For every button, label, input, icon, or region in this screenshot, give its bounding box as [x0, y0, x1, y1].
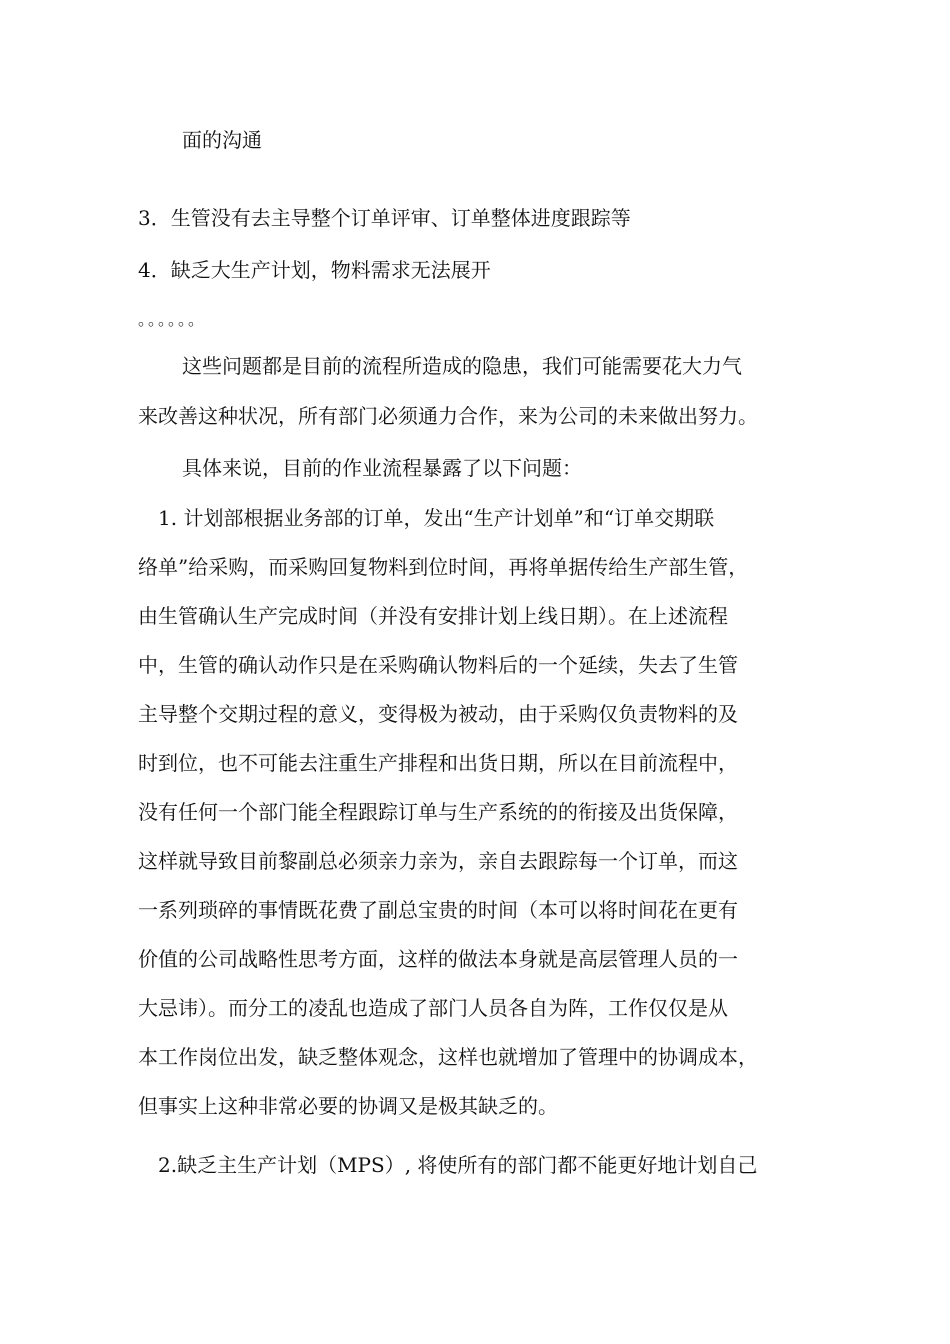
numbered-item-1-line-7: 没有任何一个部门能全程跟踪订单与生产系统的的衔接及出货保障， — [138, 800, 738, 824]
numbered-item-1-line-10: 价值的公司战略性思考方面，这样的做法本身就是高层管理人员的一 — [138, 947, 738, 971]
numbered-item-1-line-2: 络单”给采购，而采购回复物料到位时间，再将单据传给生产部生管， — [138, 555, 749, 579]
paragraph-2-line-1: 具体来说，目前的作业流程暴露了以下问题： — [182, 456, 582, 480]
list-item-4: 4．缺乏大生产计划，物料需求无法展开 — [138, 258, 491, 282]
paragraph-1-line-1: 这些问题都是目前的流程所造成的隐患，我们可能需要花大力气 — [182, 354, 742, 378]
numbered-item-1-line-3: 由生管确认生产完成时间（并没有安排计划上线日期）。在上述流程 — [138, 604, 728, 628]
numbered-item-1-line-13: 但事实上这种非常必要的协调又是极其缺乏的。 — [138, 1094, 558, 1118]
paragraph-1-line-2: 来改善这种状况，所有部门必须通力合作，来为公司的未来做出努力。 — [138, 404, 758, 428]
numbered-item-1-line-5: 主导整个交期过程的意义，变得极为被动，由于采购仅负责物料的及 — [138, 702, 738, 726]
numbered-item-1-line-12: 本工作岗位出发，缺乏整体观念，这样也就增加了管理中的协调成本， — [138, 1045, 758, 1069]
numbered-item-1-line-8: 这样就导致目前黎副总必须亲力亲为，亲自去跟踪每一个订单，而这 — [138, 849, 738, 873]
numbered-item-1-line-4: 中，生管的确认动作只是在采购确认物料后的一个延续，失去了生管 — [138, 653, 738, 677]
numbered-item-1-line-6: 时到位，也不可能去注重生产排程和出货日期，所以在目前流程中， — [138, 751, 738, 775]
list-item-3: 3．生管没有去主导整个订单评审、订单整体进度跟踪等 — [138, 206, 631, 230]
numbered-item-1-line-9: 一系列琐碎的事情既花费了副总宝贵的时间（本可以将时间花在更有 — [138, 898, 738, 922]
ellipsis-line: 。。。。。。 — [138, 310, 207, 329]
numbered-item-1-line-11: 大忌讳）。而分工的凌乱也造成了部门人员各自为阵，工作仅仅是从 — [138, 996, 728, 1020]
numbered-item-1-line-1: 1. 计划部根据业务部的订单，发出“生产计划单”和“订单交期联 — [158, 506, 715, 530]
text-line-continuation: 面的沟通 — [182, 128, 262, 152]
numbered-item-2-line-1: 2.缺乏主生产计划（MPS）, 将使所有的部门都不能更好地计划自己 — [158, 1153, 758, 1177]
